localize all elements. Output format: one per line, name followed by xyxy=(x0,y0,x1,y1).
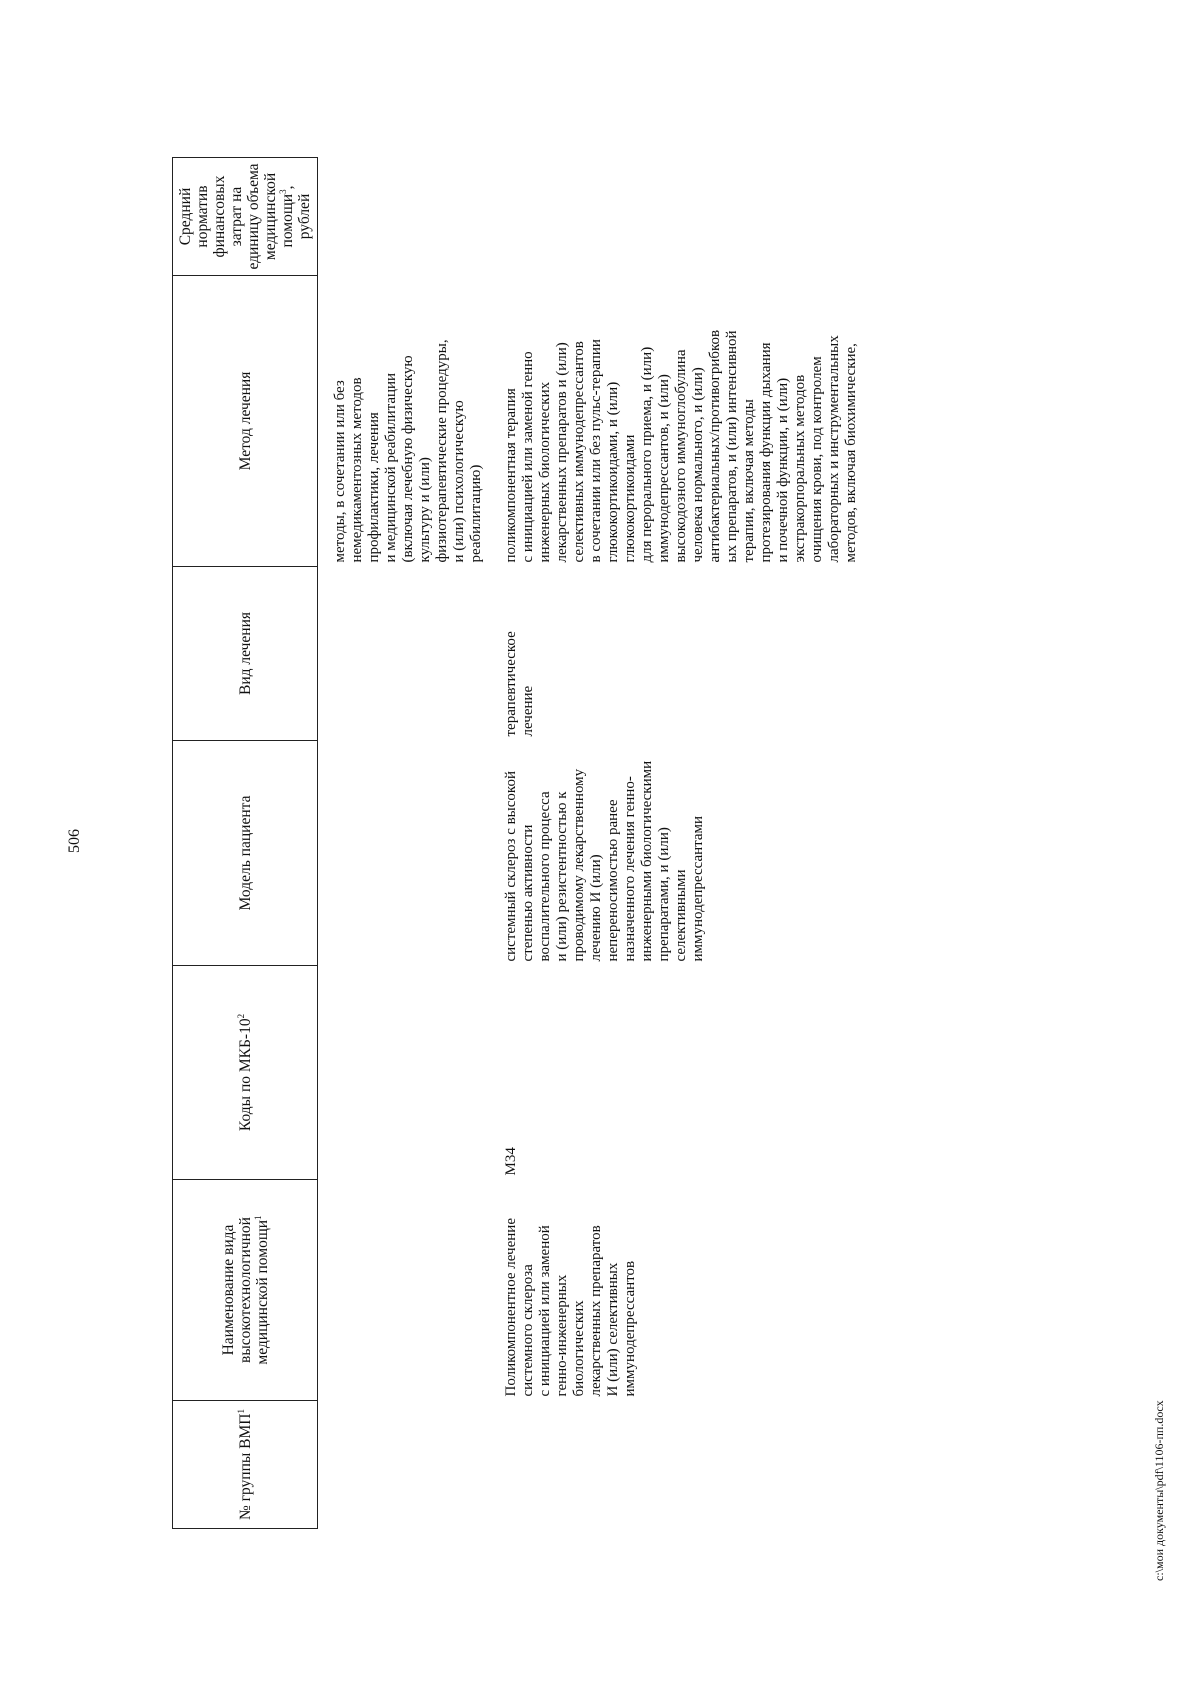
cell-model xyxy=(332,741,485,966)
header-patient-model: Модель пациента xyxy=(173,741,318,966)
header-cost-norm: Средний норматив финансовых затрат на единицу объема медицинской помощи$^3$, рублей xyxy=(173,158,318,276)
cell-model: системный склероз с высокой степенью активности воспалительного процесса и (или) резистентностью к проводимому лекарственному лечению И (или) непереносимостью ранее назначенного лечения генно- инженерными биологическими препаратами, и (или) селективными иммунодепрессантами xyxy=(503,760,706,962)
cell-method: методы, в сочетании или без немедикаментозных методов профилактики, лечения и медицинской реабилитации (включая лечебную физическую культуру и (или) физиотерапевтические процедуры, и (или) психологическую реабилитацию) xyxy=(332,339,484,563)
header-group-number: № группы ВМП$^1$ xyxy=(173,1401,318,1529)
cell-cost xyxy=(332,158,485,276)
cell-group xyxy=(503,1401,860,1529)
cell-cost xyxy=(503,158,860,276)
cell-treatment-type xyxy=(332,567,485,741)
page-number: 506 xyxy=(66,829,83,853)
table-row xyxy=(332,158,485,1529)
cell-codes xyxy=(332,966,485,1180)
header-care-type-name: Наименование вида высокотехнологичной медицинской помощи$^1$ xyxy=(173,1180,318,1401)
header-treatment-type: Вид лечения xyxy=(173,567,318,741)
cell-method: поликомпонентная терапия с инициацией или заменой генно инженерных биологических лекарственных препаратов и (или) селективных иммунодепрессантов в сочетании или без пульс-терапии глюкокортикоидами, и (или) глюкокортикоидами для перорального приема, и (или) иммунодепрессантов, и (или) высокодозного иммуноглобулина человека нормального, и (или) антибактериальных/противогрибков ых препаратов, и (или) интенсивной терапии, включая методы протезирования функции дыхания и почечной функции, и (или) экстракорпоральных методов очищения крови, под контролем лабораторных и инструментальных методов, включая биохимические, xyxy=(503,329,859,563)
footer-file-path: c:\мои документы\pdf\1106-пп.docx xyxy=(1152,1400,1166,1581)
table-header-row xyxy=(173,158,318,1529)
cell-treatment-type: терапевтическое лечение xyxy=(503,631,536,737)
table-row xyxy=(503,158,860,1529)
cell-codes: M34 xyxy=(503,1147,519,1176)
cell-name: Поликомпонентное лечение системного склероза с инициацией или заменой генно-инженерных биологических лекарственных препаратов И (или) селективных иммунодепрессантов xyxy=(503,1218,638,1397)
cell-name xyxy=(332,1180,485,1401)
cell-group xyxy=(332,1401,485,1529)
vmp-table xyxy=(172,157,860,1529)
header-icd-codes: Коды по МКБ-$10^2$ xyxy=(173,966,318,1180)
header-treatment-method: Метод лечения xyxy=(173,276,318,567)
